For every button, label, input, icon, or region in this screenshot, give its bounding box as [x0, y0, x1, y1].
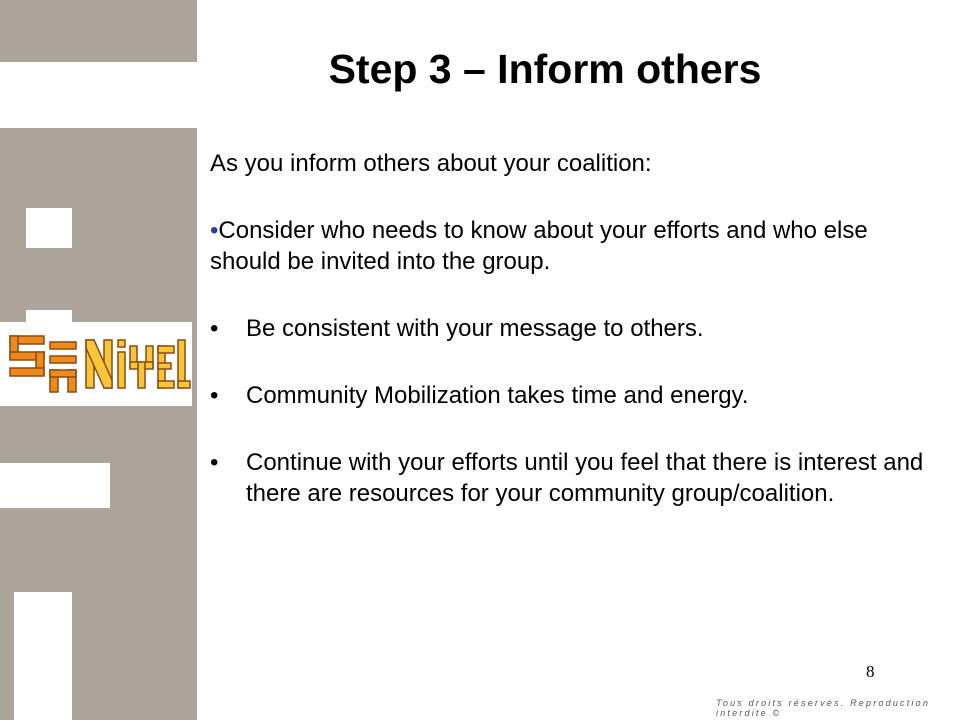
bullet-dot: •	[210, 382, 219, 409]
bullet-dot: •	[210, 315, 219, 342]
decor-band-middle	[0, 248, 197, 310]
bullet-dot: •	[210, 449, 219, 476]
slide-body	[210, 148, 940, 509]
bullet-item	[210, 380, 940, 411]
footer-rights: Tous droits réservés. Reproduction interdite ©	[716, 698, 931, 718]
bullet-item	[210, 447, 940, 509]
sa-niyel-logo	[0, 322, 192, 406]
bullet-item	[210, 313, 940, 344]
decor-white-gap-2	[0, 463, 110, 508]
bullet-text: Community Mobilization takes time and energy.	[246, 382, 749, 409]
bullet-text: Continue with your efforts until you feel that there is interest and there are resources for your community group/coalition.	[246, 449, 924, 507]
slide-title: Step 3 – Inform others	[328, 46, 762, 92]
decor-top-block	[0, 0, 197, 62]
bullet-dot: •	[210, 217, 219, 244]
page-number: 8	[866, 662, 875, 681]
intro-text: As you inform others about your coalition:	[210, 150, 652, 177]
decor-band-bottom	[0, 508, 197, 592]
decor-white-gap-1	[26, 208, 72, 248]
bullet-text: Be consistent with your message to others.	[246, 315, 704, 342]
decor-bottom-stub	[0, 592, 14, 720]
first-point	[210, 215, 940, 277]
first-point-text: Consider who needs to know about your efforts and who else should be invited into the group.	[210, 217, 868, 275]
decor-band-lower	[0, 405, 197, 463]
